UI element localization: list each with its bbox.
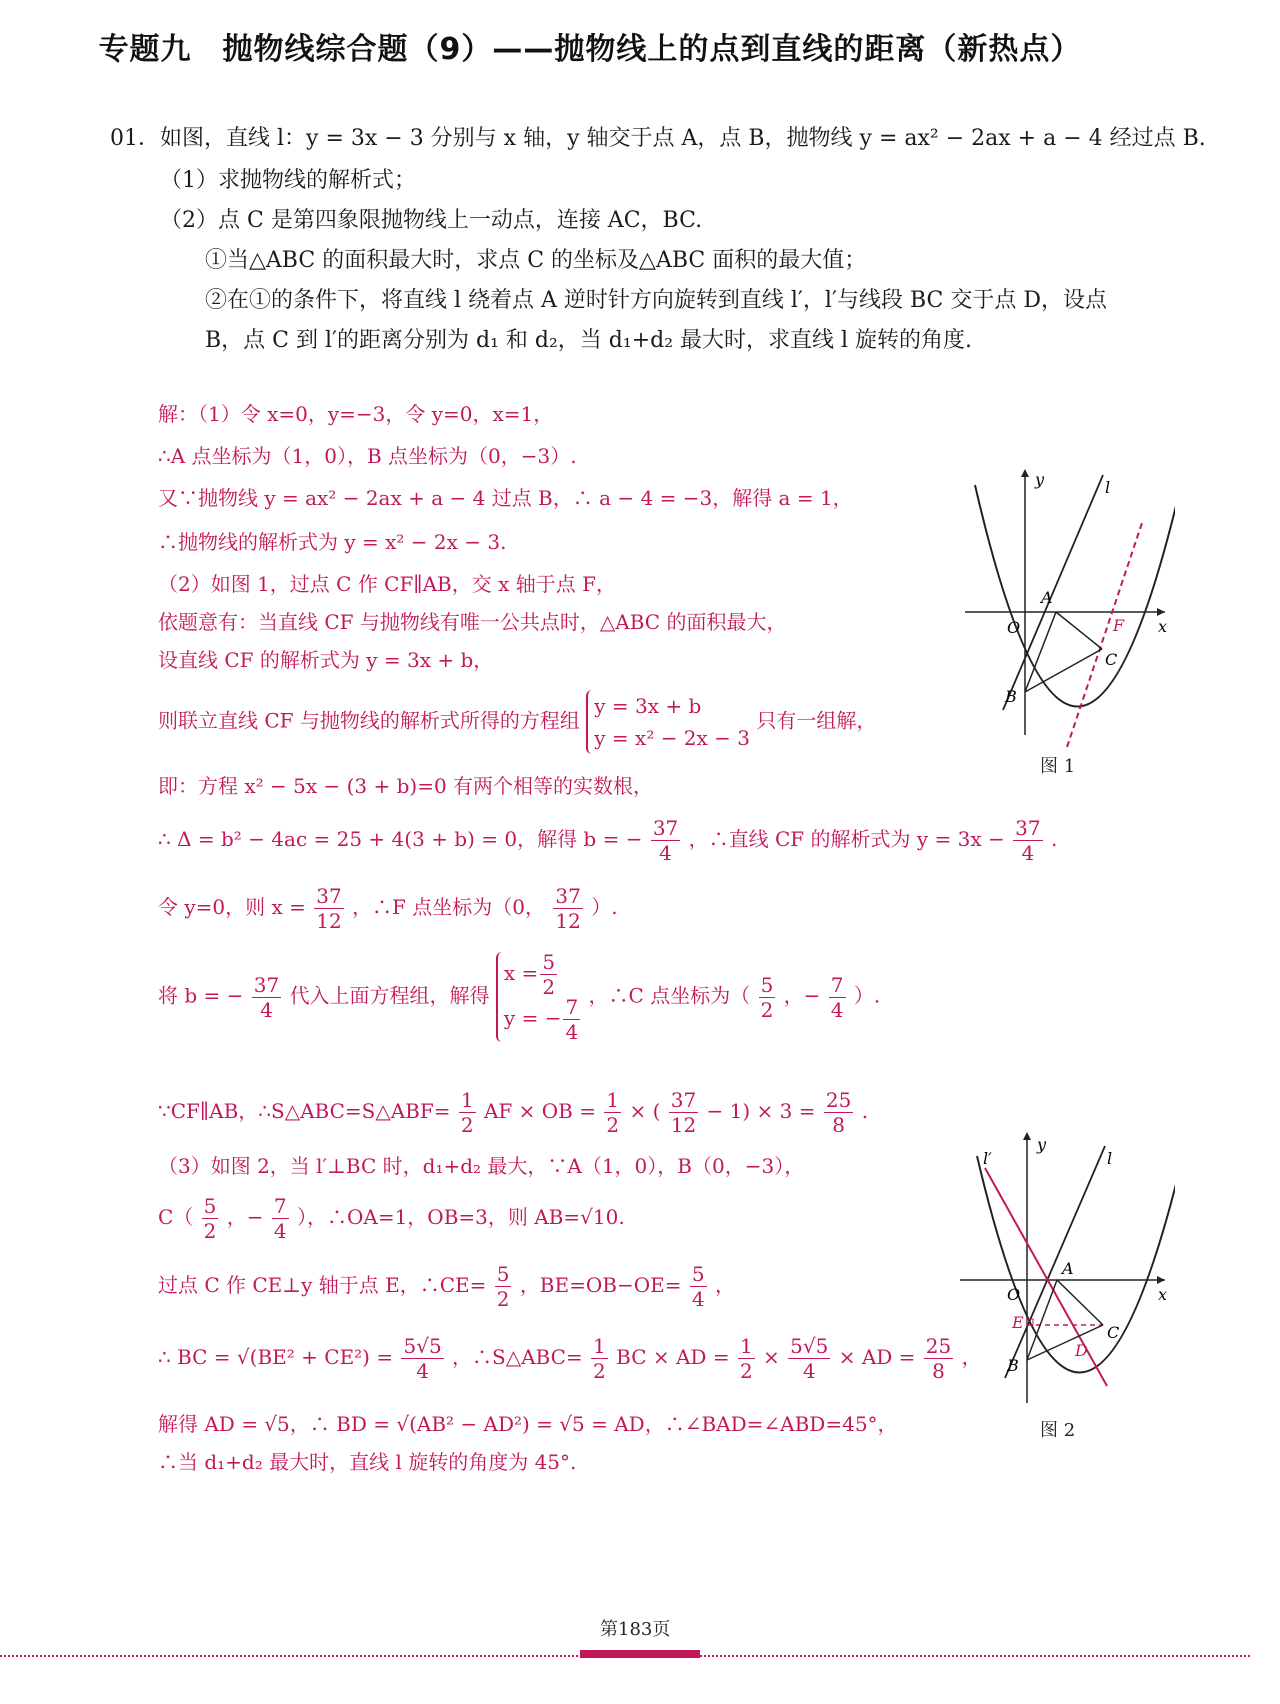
numerator: 5 <box>691 1262 705 1286</box>
sol-line-8-tail: 只有一组解， <box>756 708 877 733</box>
sol-line-13-d: − 1) × 3 = <box>706 1099 816 1123</box>
fraction-37-4 <box>252 972 281 1022</box>
denominator: 8 <box>832 1113 845 1137</box>
y-axis-arrow <box>1023 1132 1031 1140</box>
sol-line-3: 又∵抛物线 y = ax² − 2ax + a − 4 过点 B，∴ a − 4 = −3，解得 a = 1， <box>158 486 853 510</box>
x-eq: x = <box>503 961 539 985</box>
denominator: 4 <box>260 997 273 1022</box>
denominator: 2 <box>496 1287 510 1311</box>
sol-line-10-b: ，∴直线 CF 的解析式为 y = 3x − <box>688 827 1005 851</box>
y-eq: y = − <box>503 1006 562 1030</box>
sol-line-10: ∴ Δ = b² − 4ac = 25 + 4(3 + b) = 0，解得 b = − $\frac{37}{4}$ ，∴直线 CF 的解析式为 y = 3x − $\frac{37}{4}$ . <box>158 816 1058 865</box>
equation-system <box>586 690 750 754</box>
sol-line-8 <box>158 690 876 754</box>
fraction-37-12 <box>314 886 343 931</box>
denominator: 4 <box>691 1287 705 1311</box>
footer-bar <box>580 1650 700 1658</box>
fraction-5r5-4 <box>788 1336 830 1381</box>
sol-line-17-d: × <box>763 1345 780 1369</box>
fraction-1-2 <box>738 1336 755 1381</box>
label-l: l <box>1105 478 1111 497</box>
label-a: A <box>1041 588 1053 607</box>
sol-line-6: 依题意有：当直线 CF 与抛物线有唯一公共点时，△ABC 的面积最大， <box>158 610 787 634</box>
figure-2-caption: 图 2 <box>1040 1420 1076 1441</box>
fraction-7-4 <box>272 1196 289 1241</box>
sol-line-12-b: 代入上面方程组，解得 <box>289 983 490 1008</box>
numerator: 7 <box>830 972 844 997</box>
problem-part2-ii-a: ②在①的条件下，将直线 l 绕着点 A 逆时针方向旋转到直线 l′，l′与线段 BC 交于点 D，设点 <box>205 288 1107 313</box>
parabola <box>975 485 1175 707</box>
segment-ac <box>1056 612 1102 649</box>
sol-line-7: 设直线 CF 的解析式为 y = 3x + b， <box>158 648 494 672</box>
fraction-37-12 <box>553 886 582 931</box>
numerator: 5 <box>496 1262 510 1286</box>
numerator: 5 <box>203 1194 217 1218</box>
system-x <box>504 952 582 997</box>
denominator: 2 <box>460 1113 474 1137</box>
numerator: 5√5 <box>403 1334 442 1358</box>
label-l: l <box>1107 1149 1113 1168</box>
problem-stem: 01．如图，直线 l：y = 3x − 3 分别与 x 轴，y 轴交于点 A，点 B，抛物线 y = ax² − 2ax + a − 4 经过点 B. <box>110 126 1206 151</box>
denominator: 4 <box>830 997 844 1022</box>
numerator: 37 <box>316 884 342 908</box>
numerator: 37 <box>1015 816 1041 840</box>
label-x: x <box>1158 617 1168 636</box>
numerator: 7 <box>565 995 579 1019</box>
denominator: 2 <box>606 1113 620 1137</box>
sol-line-4: ∴抛物线的解析式为 y = x² − 2x − 3. <box>158 530 507 554</box>
sol-line-13-c: × ( <box>629 1099 661 1123</box>
page-title: 专题九 抛物线综合题（9）——抛物线上的点到直线的距离（新热点） <box>98 32 1082 67</box>
sol-line-15-a: C（ <box>158 1205 194 1229</box>
sol-line-11 <box>158 886 618 931</box>
numerator: 7 <box>273 1194 287 1218</box>
numerator: 37 <box>652 816 679 840</box>
numerator: 25 <box>925 1334 952 1358</box>
label-c: C <box>1107 1323 1120 1342</box>
system-eq-2: y = x² − 2x − 3 <box>594 726 751 750</box>
label-y: y <box>1037 1135 1047 1154</box>
sol-line-11-b: ，∴F 点坐标为（0， <box>352 895 546 919</box>
fraction-25-8 <box>824 1090 853 1135</box>
denominator: 4 <box>659 841 672 865</box>
label-d: D <box>1075 1341 1088 1360</box>
label-x: x <box>1158 1285 1168 1304</box>
numerator: 25 <box>825 1088 852 1112</box>
problem-part2-ii-b: B，点 C 到 l′的距离分别为 d₁ 和 d₂，当 d₁+d₂ 最大时，求直线 l 旋转的角度. <box>205 328 973 353</box>
fraction-25-8 <box>924 1336 953 1381</box>
sol-line-13-e: . <box>861 1099 869 1123</box>
denominator: 4 <box>565 1020 579 1044</box>
denominator: 12 <box>670 1113 697 1137</box>
y-axis-arrow <box>1021 469 1029 477</box>
sol-line-17-c: BC × AD = <box>616 1345 730 1369</box>
sol-line-1: 解：（1）令 x=0，y=−3，令 y=0，x=1， <box>158 402 554 426</box>
sol-line-12-c: ，∴C 点坐标为（ <box>588 983 751 1008</box>
sol-line-13-a: ∵CF∥AB，∴S△ABC=S△ABF= <box>158 1099 451 1123</box>
denominator: 4 <box>1021 841 1035 865</box>
sol-line-2: ∴A 点坐标为（1，0），B 点坐标为（0，−3）. <box>158 444 577 468</box>
sol-line-17-b: ，∴S△ABC= <box>452 1345 583 1369</box>
sol-line-15 <box>158 1196 625 1241</box>
line-l <box>1003 475 1103 710</box>
fraction-5r5-4 <box>401 1336 443 1381</box>
denominator: 4 <box>802 1359 816 1383</box>
sol-line-18: 解得 AD = √5，∴ BD = √(AB² − AD²) = √5 = AD，∴∠BAD=∠ABD=45°， <box>158 1412 898 1436</box>
fraction-37-4 <box>651 818 680 863</box>
sol-line-13 <box>158 1090 868 1135</box>
label-e: E <box>1012 1313 1024 1332</box>
fraction-7-4 <box>829 972 846 1022</box>
sol-line-14: （3）如图 2，当 l′⊥BC 时，d₁+d₂ 最大，∵A（1，0），B（0，−3）， <box>158 1154 805 1178</box>
numerator: 1 <box>739 1334 753 1358</box>
denominator: 2 <box>203 1219 217 1243</box>
fraction-1-2 <box>604 1090 621 1135</box>
label-y: y <box>1035 470 1045 489</box>
sol-line-17-a: ∴ BC = √(BE² + CE²) = <box>158 1345 394 1369</box>
sol-line-9: 即：方程 x² − 5x − (3 + b)=0 有两个相等的实数根， <box>158 774 654 798</box>
sol-line-13-b: AF × OB = <box>483 1099 596 1123</box>
figure-1 <box>955 465 1175 750</box>
sol-line-10-a: ∴ Δ = b² − 4ac = 25 + 4(3 + b) = 0，解得 b = − <box>158 827 643 851</box>
sol-line-12-a: 将 b = − <box>158 983 244 1008</box>
sol-line-17 <box>158 1336 982 1381</box>
sol-line-17-f: ， <box>961 1345 982 1369</box>
problem-part2-i: ①当△ABC 的面积最大时，求点 C 的坐标及△ABC 面积的最大值； <box>205 248 867 273</box>
fraction-5-4 <box>690 1264 707 1309</box>
denominator: 2 <box>542 975 556 999</box>
numerator: 37 <box>555 884 581 908</box>
denominator: 8 <box>932 1359 945 1383</box>
sol-line-5: （2）如图 1，过点 C 作 CF∥AB，交 x 轴于点 F， <box>158 572 616 596</box>
numerator: 5√5 <box>790 1334 829 1358</box>
label-o: O <box>1007 1285 1021 1304</box>
denominator: 2 <box>760 997 774 1022</box>
line-cf <box>1067 520 1143 747</box>
label-l-prime: l′ <box>983 1149 992 1168</box>
fraction-1-2 <box>459 1090 476 1135</box>
sol-line-16-b: ，BE=OB−OE= <box>519 1273 682 1297</box>
denominator: 12 <box>555 909 581 933</box>
figure-2 <box>955 1128 1175 1413</box>
x-axis-arrow <box>1157 608 1165 616</box>
sol-line-16-c: ， <box>714 1273 735 1297</box>
system-eq-1: y = 3x + b <box>594 694 702 718</box>
x-axis-arrow <box>1157 1276 1165 1284</box>
sol-line-16 <box>158 1264 735 1309</box>
fraction-37-4 <box>1013 818 1042 863</box>
fraction-5-2 <box>495 1264 512 1309</box>
numerator: 37 <box>253 972 280 997</box>
problem-part2: （2）点 C 是第四象限抛物线上一动点，连接 AC，BC. <box>160 208 703 233</box>
label-c: C <box>1105 650 1118 669</box>
fraction-1-2 <box>591 1336 608 1381</box>
label-a: A <box>1062 1259 1074 1278</box>
sol-line-17-e: × AD = <box>838 1345 916 1369</box>
sol-line-12 <box>158 952 880 1042</box>
figure-1-caption: 图 1 <box>1040 756 1076 777</box>
sol-line-19: ∴当 d₁+d₂ 最大时，直线 l 旋转的角度为 45°. <box>158 1450 577 1474</box>
sol-line-11-a: 令 y=0，则 x = <box>158 895 306 919</box>
numerator: 1 <box>460 1088 474 1112</box>
system-y <box>504 997 582 1042</box>
problem-part1: （1）求抛物线的解析式； <box>160 168 416 193</box>
line-l-prime <box>985 1168 1107 1386</box>
numerator: 1 <box>606 1088 620 1112</box>
sol-line-15-b: ，− <box>226 1205 264 1229</box>
denominator: 2 <box>739 1359 753 1383</box>
label-b: B <box>1005 687 1017 706</box>
sol-line-8-text: 则联立直线 CF 与抛物线的解析式所得的方程组 <box>158 708 580 733</box>
page-number: 第183页 <box>600 1619 671 1640</box>
sol-line-12-e: ）. <box>853 983 881 1008</box>
sol-line-12-d: ，− <box>783 983 821 1008</box>
label-f: F <box>1113 616 1125 635</box>
denominator: 4 <box>273 1219 287 1243</box>
label-o: O <box>1007 618 1021 637</box>
fraction-5-2 <box>759 972 776 1022</box>
solution-system <box>496 952 582 1042</box>
denominator: 4 <box>416 1359 429 1383</box>
sol-line-16-a: 过点 C 作 CE⊥y 轴于点 E，∴CE= <box>158 1273 487 1297</box>
numerator: 5 <box>542 950 556 974</box>
line-l <box>1005 1146 1105 1378</box>
sol-line-11-c: ）. <box>591 895 618 919</box>
fraction-37-12 <box>669 1090 698 1135</box>
fraction-5-2 <box>202 1196 219 1241</box>
sol-line-15-c: ），∴OA=1，OB=3，则 AB=√10. <box>296 1205 625 1229</box>
denominator: 2 <box>593 1359 606 1383</box>
numerator: 1 <box>593 1334 606 1358</box>
label-b: B <box>1007 1356 1019 1375</box>
denominator: 12 <box>316 909 342 933</box>
segment-ac <box>1057 1280 1103 1325</box>
numerator: 37 <box>670 1088 697 1112</box>
numerator: 5 <box>760 972 774 997</box>
